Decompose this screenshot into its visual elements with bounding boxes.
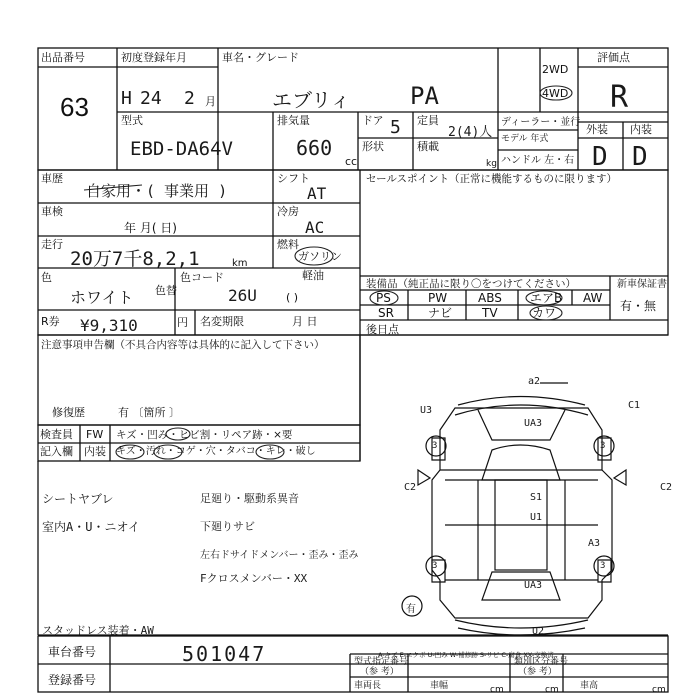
model-value: EBD-DA64V — [130, 138, 233, 160]
first-reg-label: 初度登録年月 — [121, 51, 187, 64]
drive-4wd: 4WD — [542, 87, 569, 100]
mark-s1-a: S1 — [530, 492, 543, 503]
damage-legend: A-キズ E-エクボ U-凹み W-補修跡 S-サビ C-腐食 XX-交換済 — [378, 651, 554, 659]
equip-abs: ABS — [478, 291, 502, 305]
eval-value: R — [610, 80, 629, 115]
class-ref: （参 考） — [518, 667, 557, 677]
color-code-label: 色コード — [180, 271, 224, 284]
equip-pw: PW — [428, 291, 448, 305]
color-value: ホワイト — [70, 288, 134, 307]
mark-fl: 3 — [432, 441, 438, 451]
history-value: 自家用・( 事業用 ) — [86, 182, 228, 200]
fw-label: FW — [86, 428, 104, 441]
chassis-value: 501047 — [182, 642, 267, 666]
displacement-value: 660 — [296, 136, 333, 160]
color-label: 色 — [41, 271, 52, 284]
int-label: 内装 — [84, 445, 106, 458]
color-change-label: 色替 — [155, 284, 177, 297]
kg-unit: kg — [486, 159, 497, 169]
model-label: 型式 — [121, 114, 143, 127]
equip-tv: TV — [482, 306, 498, 320]
mark-u3: U3 — [420, 405, 433, 416]
first-reg-era: H — [121, 88, 132, 109]
reg-label: 登録番号 — [48, 673, 97, 687]
doors-value: 5 — [390, 117, 401, 138]
mark-fr: 3 — [600, 441, 606, 451]
shift-label: シフト — [277, 172, 310, 185]
capacity-value: 2(4)人 — [448, 125, 493, 140]
ext-row: キズ・凹み・ヒビ割・リペア跡・×要 — [116, 429, 293, 441]
mark-u1-a: U1 — [530, 512, 543, 523]
exterior-value: D — [592, 142, 608, 172]
repair-value: 有 〔箇所 〕 — [118, 406, 180, 419]
fuel-label: 燃料 — [277, 238, 299, 251]
inspector-label: 検査員 — [40, 428, 73, 441]
load-label: 積載 — [417, 140, 439, 153]
capacity-label: 定員 — [417, 114, 439, 127]
doors-label: ドア — [362, 114, 384, 127]
cc-unit: cc — [345, 155, 358, 168]
mark-c2-left: C2 — [404, 482, 417, 493]
type-spec-ref: （参 考） — [360, 667, 399, 677]
mark-ua3-front: UA3 — [524, 418, 543, 429]
remark-suspension: 足廻り・駆動系異音 — [200, 492, 299, 505]
shape-label: 形状 — [362, 140, 384, 153]
color-code-value: 26U — [228, 286, 257, 305]
type-spec-label: 型式指定番号 — [354, 657, 409, 667]
mark-rl: 3 — [432, 561, 438, 571]
handle-label: ハンドル 左・右 — [501, 155, 575, 166]
mileage-label: 走行 — [41, 238, 63, 251]
interior-label: 内装 — [630, 123, 652, 136]
equip-ps: PS — [376, 291, 391, 305]
equip-airbag: エアB — [530, 291, 563, 305]
first-reg-month: 2 — [184, 88, 195, 109]
width-label: 車幅 — [430, 681, 449, 691]
interior-value: D — [632, 142, 648, 172]
notes-label: 注意事項申告欄（不具合内容等は具体的に記入して下さい） — [41, 339, 325, 351]
remark-sidemember: 左右ドサイドメンバー・歪み・歪み — [200, 550, 359, 561]
remark-underbody: 下廻りサビ — [200, 520, 255, 533]
rear-options-label: 後日点 — [366, 323, 399, 336]
lot-number: 63 — [60, 92, 89, 122]
lot-label: 出品番号 — [41, 51, 85, 64]
mark-rr: 3 — [600, 561, 606, 571]
model-year-label: モデル 年式 — [501, 134, 549, 144]
chassis-label: 車台番号 — [48, 645, 97, 659]
mark-u2: U2 — [532, 626, 545, 637]
cm-unit-1: cm — [490, 685, 504, 695]
equip-aw: AW — [583, 291, 603, 305]
expiry-value: 月 日 — [292, 315, 318, 328]
remark-studless: スタッドレス装着・AW — [42, 624, 154, 637]
km-unit: km — [232, 258, 248, 269]
recycle-label: R券 — [41, 315, 60, 328]
remark-seat: シートヤブレ — [42, 492, 114, 506]
class-label: 類別区分番号 — [514, 657, 569, 667]
warranty-label: 新車保証書 — [617, 279, 667, 290]
recycle-value: ¥9,310 — [80, 316, 138, 335]
sales-point-label: セールスポイント（正常に機能するものに限ります） — [366, 173, 618, 185]
mark-a2: a2 — [528, 376, 541, 387]
repair-label: 修復歴 — [52, 406, 85, 419]
cm-unit-3: cm — [652, 685, 666, 695]
mileage-value: 20万7千8,2,1 — [70, 248, 200, 270]
ac-value: AC — [305, 218, 325, 237]
shift-value: AT — [307, 184, 327, 203]
mark-c1: C1 — [628, 400, 641, 411]
car-name-label: 車名・グレード — [222, 51, 299, 64]
fuel-other: ( ) — [286, 291, 299, 304]
first-reg-month-unit: 月 — [205, 95, 216, 108]
eval-label: 評価点 — [597, 51, 630, 64]
car-diagram — [402, 383, 626, 635]
equip-navi: ナビ — [428, 306, 453, 320]
inspection-value: 年 月( 日) — [124, 221, 177, 235]
exterior-label: 外装 — [586, 123, 608, 136]
warranty-value: 有・無 — [620, 299, 657, 313]
remark-interior: 室内A・U・ニオイ — [42, 520, 140, 534]
drive-2wd: 2WD — [542, 63, 569, 76]
height-label: 車高 — [580, 681, 599, 691]
expiry-label: 名変期限 — [200, 315, 244, 328]
mark-a3: A3 — [588, 538, 601, 549]
equip-label: 装備品（純正品に限り〇をつけてください） — [366, 278, 576, 290]
displacement-label: 排気量 — [277, 114, 310, 127]
int-row: キズ・汚れ・コゲ・穴・タバコ・キレ・破し — [116, 446, 316, 457]
cm-unit-2: cm — [545, 685, 559, 695]
remark-crossmember: Fクロスメンバー・XX — [200, 572, 308, 585]
grade: PA — [410, 82, 439, 110]
fuel-gasoline: ガソリン — [298, 250, 342, 263]
fuel-diesel: 軽油 — [302, 269, 324, 282]
yen-unit: 円 — [177, 316, 188, 329]
dealer-label: ディーラー・並行 — [501, 117, 581, 128]
entry-label: 記入欄 — [40, 445, 73, 458]
car-name: エブリィ — [272, 88, 351, 112]
equip-sr: SR — [378, 306, 394, 320]
mark-spare: 有 — [406, 604, 416, 615]
length-label: 車両長 — [354, 681, 382, 691]
mark-c2-right: C2 — [660, 482, 673, 493]
first-reg-year: 24 — [140, 88, 162, 109]
inspection-label: 車検 — [41, 205, 63, 218]
ac-label: 冷房 — [277, 205, 299, 218]
mark-ua3-rear: UA3 — [524, 580, 543, 591]
history-label: 車歴 — [41, 172, 63, 185]
equip-leather: カワ — [532, 306, 557, 320]
